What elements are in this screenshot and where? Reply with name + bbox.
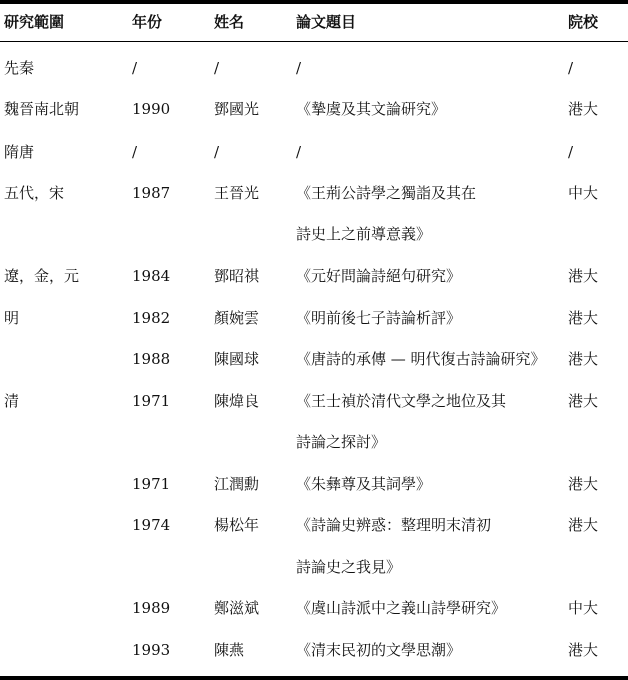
row-name: 陳燕 [214,641,245,659]
row-year: 1987 [132,184,171,202]
row-school: / [568,143,574,161]
header-rule [0,41,628,42]
row-name: 鄧國光 [214,100,260,118]
row-title: 《王士禎於清代文學之地位及其 [296,392,507,410]
table-bottom-rule [0,676,628,680]
row-year: 1971 [132,475,171,493]
row-year: / [132,59,138,77]
row-school: 港大 [568,475,599,493]
row-school: 中大 [568,599,599,617]
row-name: 顏婉雲 [214,309,260,327]
row-title-continued: 詩論史之我見》 [296,558,402,576]
row-title: / [296,143,302,161]
row-title: 《元好問論詩絕句研究》 [296,267,462,285]
row-scope: 魏晉南北朝 [4,100,80,118]
row-year: 1974 [132,516,171,534]
row-school: 港大 [568,309,599,327]
row-title: 《摯虞及其文論研究》 [296,100,447,118]
row-title: 《明前後七子詩論析評》 [296,309,462,327]
row-school: 港大 [568,350,599,368]
row-name: / [214,59,220,77]
table-top-rule [0,0,628,4]
row-year: 1990 [132,100,171,118]
row-year: 1982 [132,309,171,327]
row-year: 1993 [132,641,171,659]
row-title: 《詩論史辨惑：整理明末清初 [296,516,492,534]
row-school: 港大 [568,267,599,285]
row-title: / [296,59,302,77]
row-name: 王晉光 [214,184,260,202]
row-school: 港大 [568,392,599,410]
row-scope: 先秦 [4,59,35,77]
row-school: 港大 [568,641,599,659]
row-name: 鄧昭祺 [214,267,260,285]
header-title: 論文題目 [296,13,357,31]
row-title: 《清末民初的文學思潮》 [296,641,462,659]
row-title: 《虞山詩派中之義山詩學研究》 [296,599,507,617]
row-school: 港大 [568,516,599,534]
row-name: 楊松年 [214,516,260,534]
row-scope: 明 [4,309,20,327]
row-title-continued: 詩論之探討》 [296,433,387,451]
row-scope: 清 [4,392,20,410]
row-title: 《唐詩的承傳 — 明代復古詩論研究》 [296,350,546,368]
row-school: 港大 [568,100,599,118]
row-year: 1971 [132,392,171,410]
row-year: 1984 [132,267,171,285]
row-title-continued: 詩史上之前導意義》 [296,225,432,243]
row-name: 陳煒良 [214,392,260,410]
header-school: 院校 [568,13,599,31]
row-scope: 隋唐 [4,143,35,161]
row-school: 中大 [568,184,599,202]
row-year: / [132,143,138,161]
row-title: 《朱彝尊及其詞學》 [296,475,432,493]
header-year: 年份 [132,13,163,31]
row-school: / [568,59,574,77]
row-year: 1989 [132,599,171,617]
row-name: 鄭滋斌 [214,599,260,617]
row-year: 1988 [132,350,171,368]
row-name: 江潤勳 [214,475,260,493]
row-name: / [214,143,220,161]
row-title: 《王荊公詩學之獨詣及其在 [296,184,477,202]
header-scope: 研究範圍 [4,13,65,31]
row-scope: 五代，宋 [4,184,65,202]
row-scope: 遼，金，元 [4,267,80,285]
row-name: 陳國球 [214,350,260,368]
header-name: 姓名 [214,13,245,31]
